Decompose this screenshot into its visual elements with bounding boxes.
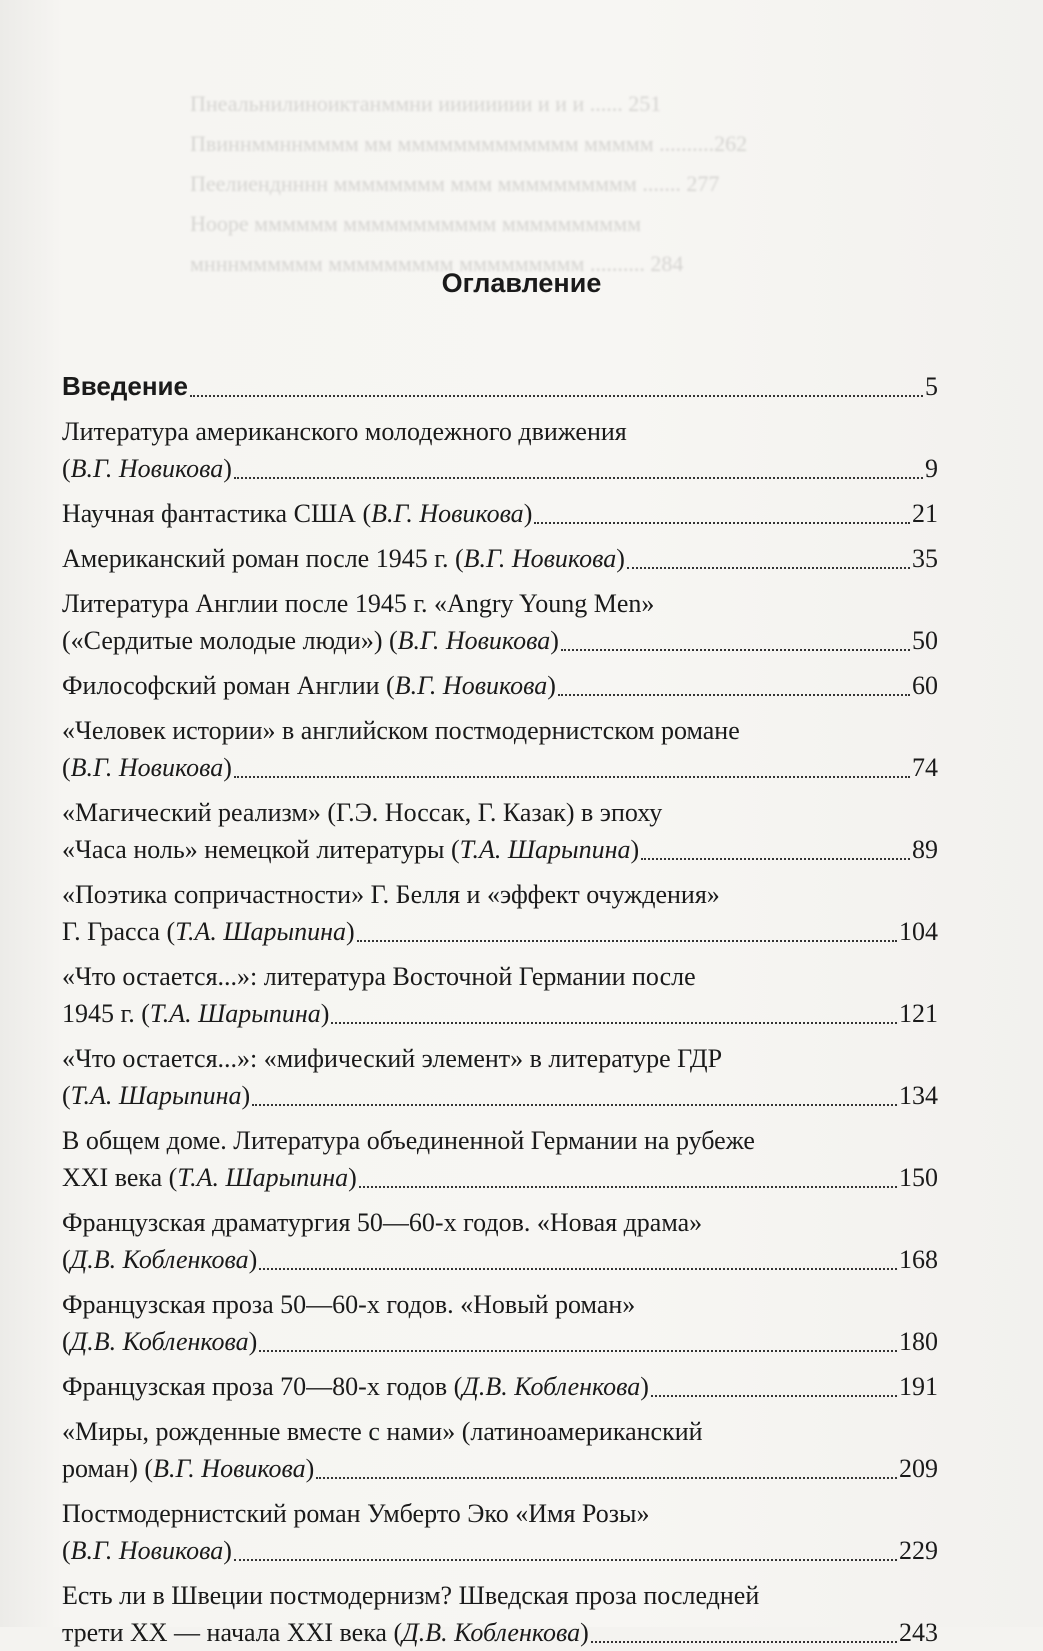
toc-entry-title-cont: Г. Грасса (62, 917, 160, 946)
toc-page-number: 243 (899, 1618, 938, 1647)
dot-leader (259, 1268, 897, 1270)
toc-entry[interactable]: Французская драматургия 50—60-х годов. «Новая драма» (Д.В. Кобленкова) 168 (62, 1204, 938, 1278)
toc-entry[interactable]: Научная фантастика США (В.Г. Новикова) 21 (62, 495, 938, 532)
toc-entry-author: Т.А. Шарыпина (459, 835, 631, 864)
toc-entry-author: Д.В. Кобленкова (70, 1327, 249, 1356)
toc-entry[interactable]: Литература Англии после 1945 г. «Angry Young Men» («Сердитые молодые люди») (В.Г. Новикова) 50 (62, 585, 938, 659)
toc-page-number: 121 (899, 999, 938, 1028)
toc-entry-title: Постмодернистский роман Умберто Эко «Имя Розы» (62, 1499, 650, 1528)
toc-entry-title: «Человек истории» в английском постмодернистском романе (62, 716, 740, 745)
table-of-contents (62, 368, 938, 1651)
toc-page-number: 209 (899, 1454, 938, 1483)
toc-entry[interactable]: «Миры, рожденные вместе с нами» (латиноамериканский роман) (В.Г. Новикова) 209 (62, 1413, 938, 1487)
toc-page-number: 134 (899, 1081, 938, 1110)
toc-page-number: 74 (912, 753, 938, 782)
page-title: Оглавление (441, 268, 602, 298)
dot-leader (190, 395, 923, 397)
toc-entry-title: Есть ли в Швеции постмодернизм? Шведская проза последней (62, 1581, 760, 1610)
bleed-through-text: Пнеальнилиноиктанммни ииииииии и и и ...... 251 Пвиннммннмммм мм ммммммммммммм ммммм ..........262 Пеелиенднннн мммммммм ммм мммммммммм ....... 277 Нооре мммммм ммммммммммм мммммммммм мнннмммммм ммммммммм ммммммммм .......... 284 (190, 91, 748, 276)
toc-entry-author: Т.А. Шарыпина (70, 1081, 242, 1110)
toc-entry-author: В.Г. Новикова (394, 671, 548, 700)
toc-entry-author: Д.В. Кобленкова (70, 1245, 249, 1274)
dot-leader (651, 1395, 897, 1397)
toc-entry-title: Литература Англии после 1945 г. «Angry Young Men» (62, 589, 655, 618)
dot-leader (558, 694, 910, 696)
toc-entry-author: В.Г. Новикова (153, 1454, 306, 1483)
toc-entry-author: Т.А. Шарыпина (177, 1163, 349, 1192)
toc-page-number: 229 (899, 1536, 938, 1565)
toc-page-number: 60 (912, 671, 938, 700)
toc-entry-title: Философский роман Англии (62, 671, 380, 700)
toc-page-number: 191 (899, 1372, 938, 1401)
toc-page-number: 104 (899, 917, 938, 946)
toc-entry[interactable]: Французская проза 70—80-х годов (Д.В. Кобленкова) 191 (62, 1368, 938, 1405)
toc-entry-title-cont: «Часа ноль» немецкой литературы (62, 835, 445, 864)
dot-leader (561, 649, 910, 651)
toc-entry-author: В.Г. Новикова (371, 499, 524, 528)
toc-page-number: 168 (899, 1245, 938, 1274)
toc-entry-author: Д.В. Кобленкова (462, 1372, 641, 1401)
toc-entry-title: Французская драматургия 50—60-х годов. «Новая драма» (62, 1208, 703, 1237)
toc-entry-title: Введение (62, 371, 188, 401)
toc-page-number: 150 (899, 1163, 938, 1192)
toc-entry-title: «Поэтика сопричастности» Г. Белля и «эффект очуждения» (62, 880, 720, 909)
toc-page-number: 50 (912, 626, 938, 655)
toc-page-number: 9 (925, 454, 938, 483)
toc-entry[interactable]: Постмодернистский роман Умберто Эко «Имя Розы» (В.Г. Новикова) 229 (62, 1495, 938, 1569)
toc-entry[interactable]: В общем доме. Литература объединенной Германии на рубеже XXI века (Т.А. Шарыпина) 150 (62, 1122, 938, 1196)
dot-leader (259, 1350, 897, 1352)
toc-entry[interactable]: Литература американского молодежного движения (В.Г. Новикова) 9 (62, 413, 938, 487)
toc-entry-author: Д.В. Кобленкова (402, 1618, 581, 1647)
toc-entry-author: В.Г. Новикова (463, 544, 617, 573)
toc-entry-author: Т.А. Шарыпина (175, 917, 346, 946)
toc-page-number: 89 (912, 835, 938, 864)
toc-entry-title: Научная фантастика США (62, 499, 356, 528)
toc-entry[interactable]: «Поэтика сопричастности» Г. Белля и «эффект очуждения» Г. Грасса (Т.А. Шарыпина) 104 (62, 876, 938, 950)
toc-entry-title: «Магический реализм» (Г.Э. Носсак, Г. Казак) в эпоху (62, 798, 663, 827)
toc-entry-title-cont: роман) (62, 1454, 138, 1483)
toc-entry-author: В.Г. Новикова (70, 753, 224, 782)
toc-entry-author: В.Г. Новикова (70, 454, 224, 483)
toc-entry[interactable]: «Человек истории» в английском постмодернистском романе (В.Г. Новикова) 74 (62, 712, 938, 786)
toc-entry-title: Литература американского молодежного движения (62, 417, 627, 446)
toc-entry-title-cont: 1945 г. (62, 999, 135, 1028)
dot-leader (316, 1477, 897, 1479)
toc-entry[interactable]: «Магический реализм» (Г.Э. Носсак, Г. Казак) в эпоху «Часа ноль» немецкой литературы (Т.А. Шарыпина) 89 (62, 794, 938, 868)
toc-entry[interactable] (62, 368, 938, 405)
toc-entry-title: Американский роман после 1945 г. (62, 544, 449, 573)
toc-entry-title: «Что остается...»: «мифический элемент» в литературе ГДР (62, 1044, 723, 1073)
toc-entry-author: В.Г. Новикова (397, 626, 551, 655)
toc-entry-title: В общем доме. Литература объединенной Германии на рубеже (62, 1126, 755, 1155)
toc-entry-title: Французская проза 70—80-х годов (62, 1372, 448, 1401)
toc-entry-title: Французская проза 50—60-х годов. «Новый роман» (62, 1290, 636, 1319)
dot-leader (534, 522, 910, 524)
dot-leader (234, 776, 910, 778)
toc-page-number: 180 (899, 1327, 938, 1356)
toc-entry[interactable]: «Что остается...»: литература Восточной Германии после 1945 г. (Т.А. Шарыпина) 121 (62, 958, 938, 1032)
toc-entry-author: В.Г. Новикова (70, 1536, 224, 1565)
toc-entry[interactable]: Философский роман Англии (В.Г. Новикова) 60 (62, 667, 938, 704)
toc-entry-title: «Миры, рожденные вместе с нами» (латиноамериканский (62, 1417, 703, 1446)
dot-leader (359, 1186, 897, 1188)
dot-leader (357, 940, 897, 942)
toc-entry-title: «Что остается...»: литература Восточной Германии после (62, 962, 696, 991)
toc-page-number: 5 (925, 372, 938, 401)
toc-entry-title-cont: («Сердитые молодые люди») (62, 626, 383, 655)
dot-leader (234, 477, 923, 479)
dot-leader (641, 858, 910, 860)
toc-entry[interactable]: Французская проза 50—60-х годов. «Новый роман» (Д.В. Кобленкова) 180 (62, 1286, 938, 1360)
dot-leader (591, 1641, 897, 1643)
toc-entry[interactable]: Американский роман после 1945 г. (В.Г. Новикова) 35 (62, 540, 938, 577)
toc-entry-author: Т.А. Шарыпина (149, 999, 321, 1028)
toc-entry-title-cont: XXI века (62, 1163, 163, 1192)
dot-leader (627, 567, 910, 569)
dot-leader (331, 1022, 897, 1024)
toc-entry[interactable]: «Что остается...»: «мифический элемент» в литературе ГДР (Т.А. Шарыпина) 134 (62, 1040, 938, 1114)
toc-page-number: 35 (912, 544, 938, 573)
toc-entry[interactable]: Есть ли в Швеции постмодернизм? Шведская проза последней трети XX — начала XXI века (Д.В. Кобленкова) 243 (62, 1577, 938, 1651)
dot-leader (252, 1104, 897, 1106)
toc-page-number: 21 (912, 499, 938, 528)
toc-entry-title-cont: трети XX — начала XXI века (62, 1618, 387, 1647)
dot-leader (234, 1559, 897, 1561)
